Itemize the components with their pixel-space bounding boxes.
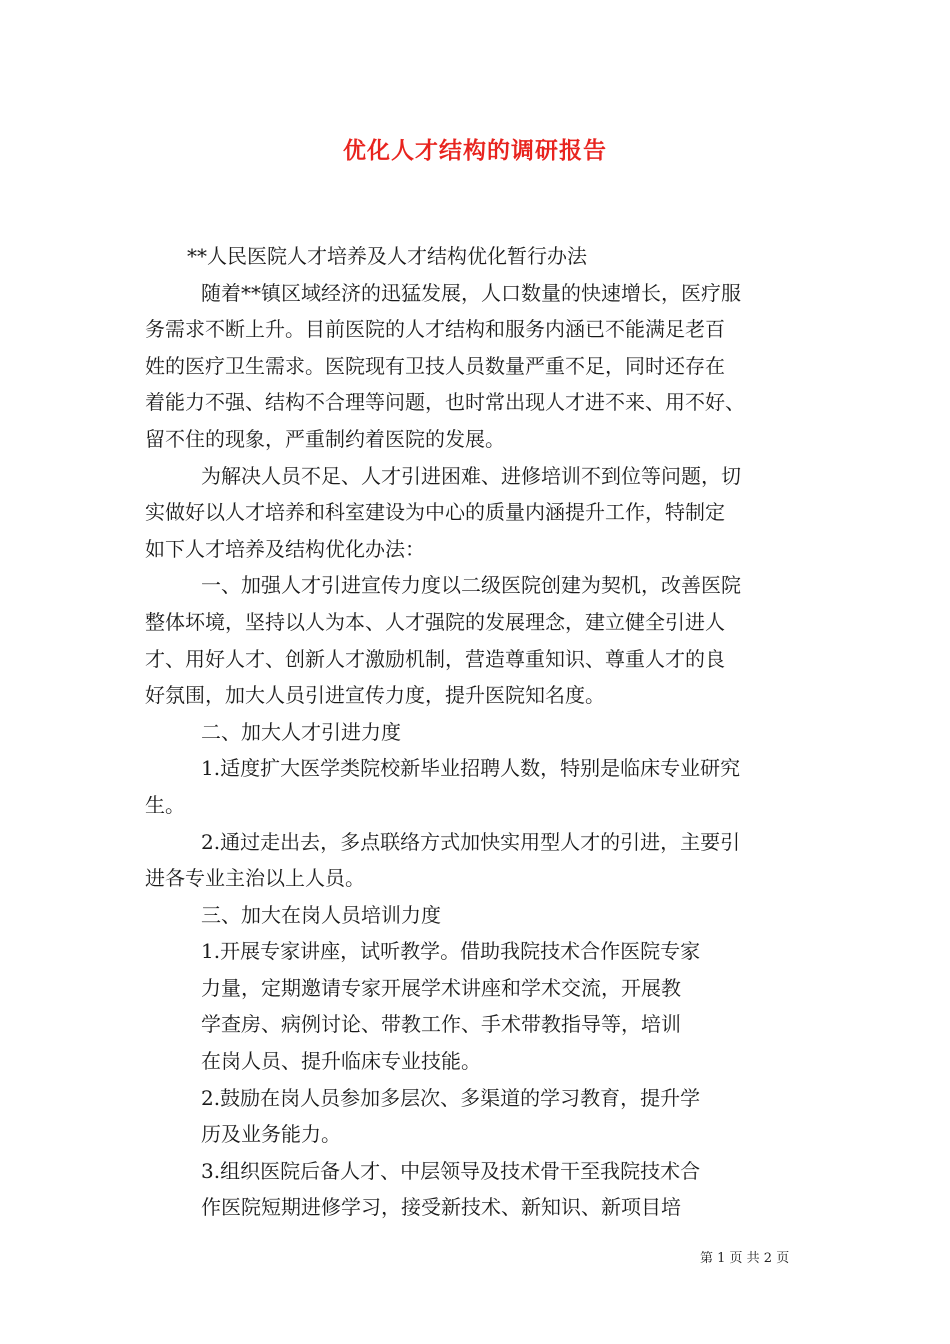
paragraph-line: 整体坏境，坚持以人为本、人才强院的发展理念，建立健全引进人 bbox=[145, 609, 725, 634]
paragraph-line: 二、加大人才引进力度 bbox=[201, 719, 401, 744]
paragraph-line: 2.鼓励在岗人员参加多层次、多渠道的学习教育，提升学 bbox=[201, 1085, 701, 1110]
paragraph-line: 实做好以人才培养和科室建设为中心的质量内涵提升工作，特制定 bbox=[145, 500, 725, 525]
paragraph-line: 1.开展专家讲座，试听教学。借助我院技术合作医院专家 bbox=[201, 939, 701, 964]
paragraph-line: 留不住的现象，严重制约着医院的发展。 bbox=[145, 426, 505, 451]
paragraph-line: 三、加大在岗人员培训力度 bbox=[201, 902, 441, 927]
paragraph-line: 2.通过走出去，多点联络方式加快实用型人才的引进，主要引 bbox=[201, 829, 741, 854]
paragraph-line: 随着**镇区域经济的迅猛发展，人口数量的快速增长，医疗服 bbox=[201, 280, 741, 305]
paragraph-line: 在岗人员、提升临床专业技能。 bbox=[201, 1049, 481, 1074]
paragraph-line: 如下人才培养及结构优化办法： bbox=[145, 536, 425, 561]
paragraph-line: 学查房、病例讨论、带教工作、手术带教指导等，培训 bbox=[201, 1012, 681, 1037]
document-body bbox=[145, 238, 825, 1226]
paragraph-line: 务需求不断上升。目前医院的人才结构和服务内涵已不能满足老百 bbox=[145, 317, 725, 342]
paragraph-line: 进各专业主治以上人员。 bbox=[145, 866, 365, 891]
paragraph-line: 姓的医疗卫生需求。医院现有卫技人员数量严重不足，同时还存在 bbox=[145, 353, 725, 378]
paragraph-line: 为解决人员不足、人才引进困难、进修培训不到位等问题，切 bbox=[201, 463, 741, 488]
paragraph-line: **人民医院人才培养及人才结构优化暂行办法 bbox=[187, 244, 587, 268]
paragraph-line: 才、用好人才、创新人才激励机制，营造尊重知识、尊重人才的良 bbox=[145, 646, 725, 671]
paragraph-line: 历及业务能力。 bbox=[201, 1122, 341, 1147]
paragraph-line: 力量，定期邀请专家开展学术讲座和学术交流，开展教 bbox=[201, 975, 681, 1000]
page-number-footer: 第 1 页 共 2 页 bbox=[700, 1251, 790, 1266]
paragraph-line: 生。 bbox=[145, 792, 185, 817]
document-title: 优化人才结构的调研报告 bbox=[343, 137, 607, 164]
paragraph-line: 作医院短期进修学习，接受新技术、新知识、新项目培 bbox=[201, 1195, 681, 1220]
paragraph-line: 好氛围，加大人员引进宣传力度，提升医院知名度。 bbox=[145, 683, 605, 708]
paragraph-line: 一、加强人才引进宣传力度以二级医院创建为契机，改善医院 bbox=[201, 573, 741, 598]
paragraph-line: 3.组织医院后备人才、中层领导及技术骨干至我院技术合 bbox=[201, 1158, 701, 1183]
paragraph-line: 1.适度扩大医学类院校新毕业招聘人数，特别是临床专业研究 bbox=[201, 756, 741, 781]
paragraph-line: 着能力不强、结构不合理等问题，也时常出现人才进不来、用不好、 bbox=[145, 390, 745, 415]
